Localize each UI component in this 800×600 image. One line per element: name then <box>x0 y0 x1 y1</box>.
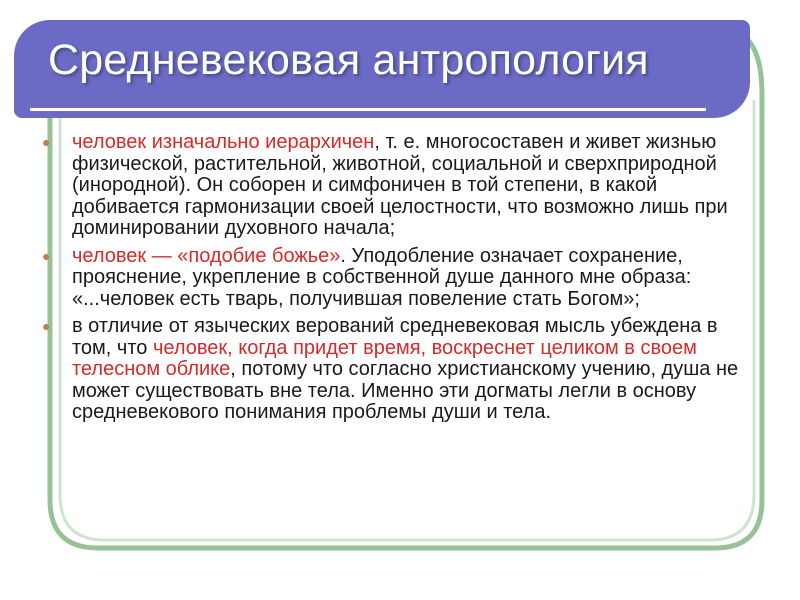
bullet-dot-icon: ● <box>42 134 51 150</box>
body-text: . Уподобление означает сохранение, прояснение, укрепление в собственной душе данного мне образа: «...человек есть тварь, получившая повеление стать Богом»; <box>72 244 692 310</box>
body-text: , т. е. многосоставен и живет жизнью физической, растительной, животной, социальной и сверхприродной (инородной). Он соборен и симфоничен в той степени, в какой добивается гармонизации своей целостности, что возможно лишь при доминировании духовного начала; <box>72 131 728 239</box>
bullet-list <box>40 132 762 430</box>
highlight-text: человек — «подобие божье» <box>72 244 341 267</box>
highlight-text: человек, когда придет время, воскреснет целиком в своем телесном облике <box>72 336 697 380</box>
bullet-dot-icon: ● <box>42 247 51 264</box>
list-item <box>40 246 762 311</box>
title-underline <box>30 108 706 111</box>
slide-title: Средневековая антропология <box>48 36 649 84</box>
bullet-dot-icon: ● <box>42 318 51 334</box>
body-text: , потому что согласно христианскому учению, душа не может существовать вне тела. Именно эти догматы легли в основу средневекового понимания проблемы души и тела. <box>72 358 739 423</box>
list-item <box>40 132 762 240</box>
highlight-text: человек изначально иерархичен <box>72 131 375 153</box>
list-item <box>40 316 762 424</box>
body-text: в отличие от языческих верований средневековая мысль убеждена в том, что <box>72 315 718 359</box>
